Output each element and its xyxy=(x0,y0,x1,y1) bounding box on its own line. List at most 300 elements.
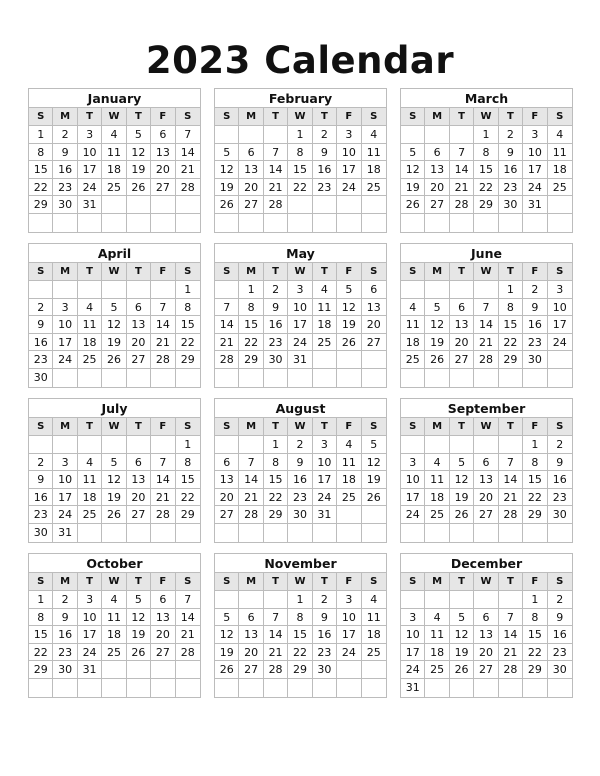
day-cell: 7 xyxy=(151,299,175,316)
day-cell xyxy=(102,281,126,298)
day-cell: 4 xyxy=(370,128,378,141)
weekday-header: T xyxy=(313,263,337,280)
day-cell: 15 xyxy=(29,161,53,178)
month-november xyxy=(214,553,387,698)
day-cell: 10 xyxy=(523,144,547,161)
day-cell: 24 xyxy=(552,335,567,349)
day-cell: 28 xyxy=(151,506,175,523)
weekday-header: S xyxy=(29,573,53,590)
day-cell: 11 xyxy=(366,610,381,624)
day-cell: 15 xyxy=(29,626,53,643)
week-row xyxy=(401,161,572,179)
weekday-header-row xyxy=(29,418,200,436)
week-row xyxy=(215,506,386,524)
weekday-header: S xyxy=(401,108,425,125)
day-cell: 24 xyxy=(401,661,425,678)
day-cell: 8 xyxy=(288,144,312,161)
day-cell: 8 xyxy=(239,299,263,316)
weekday-header: F xyxy=(523,418,547,435)
day-cell: 16 xyxy=(29,489,53,506)
week-row xyxy=(401,644,572,662)
day-cell: 19 xyxy=(127,626,151,643)
day-cell: 13 xyxy=(425,161,449,178)
day-cell xyxy=(401,591,425,608)
weekday-header: T xyxy=(78,263,102,280)
day-cell xyxy=(337,506,361,523)
day-cell: 2 xyxy=(29,454,53,471)
day-cell: 26 xyxy=(401,196,425,213)
day-cell: 25 xyxy=(366,180,381,194)
day-cell: 16 xyxy=(264,316,288,333)
day-cell: 25 xyxy=(78,506,102,523)
week-row xyxy=(29,334,200,352)
day-cell xyxy=(53,679,77,697)
weekday-header: F xyxy=(337,418,361,435)
day-cell: 17 xyxy=(78,161,102,178)
day-cell xyxy=(450,214,474,232)
weekday-header-row xyxy=(401,418,572,436)
day-cell xyxy=(288,369,312,387)
day-cell xyxy=(474,591,498,608)
day-cell: 6 xyxy=(127,454,151,471)
day-cell: 5 xyxy=(215,144,239,161)
day-cell: 6 xyxy=(215,454,239,471)
day-cell: 11 xyxy=(78,316,102,333)
day-cell: 20 xyxy=(425,179,449,196)
day-cell: 24 xyxy=(313,489,337,506)
weekday-header: T xyxy=(313,573,337,590)
day-cell: 2 xyxy=(29,299,53,316)
week-row xyxy=(215,316,386,334)
day-cell: 13 xyxy=(151,609,175,626)
week-row xyxy=(215,609,386,627)
day-cell: 10 xyxy=(401,626,425,643)
day-cell xyxy=(362,369,386,387)
day-cell: 20 xyxy=(127,489,151,506)
week-row xyxy=(29,126,200,144)
week-row xyxy=(401,281,572,299)
day-cell: 14 xyxy=(499,626,523,643)
day-cell: 14 xyxy=(180,145,195,159)
weekday-header: S xyxy=(29,418,53,435)
day-cell: 5 xyxy=(370,438,378,451)
day-cell: 27 xyxy=(127,351,151,368)
day-cell: 14 xyxy=(151,471,175,488)
weekday-header: T xyxy=(450,418,474,435)
day-cell: 22 xyxy=(499,334,523,351)
day-cell: 9 xyxy=(499,144,523,161)
weekday-header: F xyxy=(151,108,175,125)
day-cell xyxy=(425,679,449,697)
day-cell xyxy=(239,591,263,608)
day-cell: 15 xyxy=(239,316,263,333)
weekday-header: W xyxy=(474,573,498,590)
week-row xyxy=(29,144,200,162)
day-cell: 2 xyxy=(556,438,564,451)
day-cell xyxy=(499,436,523,453)
day-cell: 21 xyxy=(499,644,523,661)
week-row xyxy=(401,591,572,609)
day-cell xyxy=(499,679,523,697)
day-cell: 6 xyxy=(239,609,263,626)
day-cell xyxy=(239,679,263,697)
day-cell: 29 xyxy=(29,661,53,678)
month-name: September xyxy=(401,399,572,418)
day-cell: 22 xyxy=(288,644,312,661)
day-cell: 26 xyxy=(450,506,474,523)
day-cell: 10 xyxy=(78,609,102,626)
day-cell: 15 xyxy=(264,471,288,488)
day-cell: 6 xyxy=(151,591,175,608)
day-cell: 19 xyxy=(127,161,151,178)
week-row xyxy=(401,351,572,369)
weekday-header-row xyxy=(215,108,386,126)
day-cell xyxy=(288,524,312,542)
day-cell: 29 xyxy=(523,661,547,678)
day-cell: 1 xyxy=(474,126,498,143)
day-cell: 19 xyxy=(401,179,425,196)
day-cell: 26 xyxy=(337,334,361,351)
week-row xyxy=(29,609,200,627)
week-row xyxy=(215,591,386,609)
day-cell: 19 xyxy=(215,179,239,196)
day-cell xyxy=(401,436,425,453)
day-cell: 14 xyxy=(499,471,523,488)
day-cell: 28 xyxy=(450,196,474,213)
month-april xyxy=(28,243,201,388)
day-cell xyxy=(401,214,425,232)
day-cell: 6 xyxy=(151,126,175,143)
day-cell xyxy=(78,436,102,453)
week-row xyxy=(215,644,386,662)
day-cell xyxy=(127,196,151,213)
day-cell: 31 xyxy=(523,196,547,213)
day-cell xyxy=(499,214,523,232)
day-cell: 28 xyxy=(239,506,263,523)
day-cell xyxy=(264,126,288,143)
weekday-header: T xyxy=(127,108,151,125)
day-cell: 4 xyxy=(370,593,378,606)
day-cell: 22 xyxy=(523,489,547,506)
day-cell: 14 xyxy=(450,161,474,178)
day-cell: 9 xyxy=(556,610,564,624)
day-cell xyxy=(264,214,288,232)
weekday-header: T xyxy=(127,573,151,590)
day-cell xyxy=(102,679,126,697)
weekday-header: T xyxy=(264,573,288,590)
day-cell: 3 xyxy=(78,591,102,608)
day-cell: 2 xyxy=(499,126,523,143)
day-cell: 12 xyxy=(366,455,381,469)
day-cell: 16 xyxy=(523,316,547,333)
weekday-header: S xyxy=(370,576,378,587)
day-cell: 31 xyxy=(78,661,102,678)
weekday-header: T xyxy=(499,263,523,280)
day-cell: 16 xyxy=(552,473,567,487)
day-cell: 30 xyxy=(29,369,53,387)
day-cell: 22 xyxy=(523,644,547,661)
day-cell: 18 xyxy=(401,334,425,351)
day-cell: 2 xyxy=(264,281,288,298)
day-cell xyxy=(53,369,77,387)
weekday-header: T xyxy=(313,418,337,435)
day-cell: 2 xyxy=(53,126,77,143)
day-cell: 4 xyxy=(401,299,425,316)
day-cell: 25 xyxy=(337,489,361,506)
day-cell: 3 xyxy=(401,609,425,626)
weekday-header: T xyxy=(264,108,288,125)
day-cell: 1 xyxy=(288,591,312,608)
day-cell xyxy=(215,524,239,542)
day-cell: 9 xyxy=(53,609,77,626)
weekday-header: T xyxy=(264,263,288,280)
day-cell: 15 xyxy=(180,318,195,332)
day-cell: 9 xyxy=(29,471,53,488)
day-cell: 30 xyxy=(53,661,77,678)
day-cell xyxy=(362,506,386,523)
day-cell: 11 xyxy=(425,626,449,643)
day-cell: 7 xyxy=(264,144,288,161)
day-cell: 8 xyxy=(184,300,192,314)
day-cell: 6 xyxy=(425,144,449,161)
day-cell: 22 xyxy=(288,179,312,196)
day-cell: 20 xyxy=(474,644,498,661)
day-cell: 21 xyxy=(180,628,195,642)
day-cell: 9 xyxy=(556,455,564,469)
weekday-header: M xyxy=(239,418,263,435)
weekday-header: S xyxy=(556,111,564,122)
day-cell: 13 xyxy=(215,471,239,488)
day-cell: 11 xyxy=(425,471,449,488)
day-cell: 21 xyxy=(499,489,523,506)
week-row xyxy=(401,471,572,489)
day-cell: 12 xyxy=(215,161,239,178)
weekday-header: M xyxy=(239,108,263,125)
day-cell xyxy=(176,214,200,232)
week-row xyxy=(215,281,386,299)
day-cell: 26 xyxy=(215,196,239,213)
weekday-header: W xyxy=(288,108,312,125)
day-cell: 22 xyxy=(29,644,53,661)
month-name: February xyxy=(215,89,386,108)
day-cell: 20 xyxy=(215,489,239,506)
day-cell: 17 xyxy=(53,334,77,351)
day-cell: 9 xyxy=(288,454,312,471)
month-name: August xyxy=(215,399,386,418)
day-cell: 19 xyxy=(337,316,361,333)
day-cell: 29 xyxy=(180,353,195,367)
day-cell xyxy=(215,214,239,232)
day-cell xyxy=(78,369,102,387)
week-row xyxy=(29,196,200,214)
day-cell: 15 xyxy=(288,161,312,178)
day-cell: 23 xyxy=(313,644,337,661)
weekday-header-row xyxy=(29,108,200,126)
day-cell: 29 xyxy=(29,196,53,213)
day-cell xyxy=(288,679,312,697)
week-row xyxy=(401,626,572,644)
day-cell: 10 xyxy=(78,144,102,161)
day-cell: 8 xyxy=(499,299,523,316)
day-cell xyxy=(313,369,337,387)
week-row xyxy=(29,454,200,472)
day-cell: 31 xyxy=(401,679,425,697)
day-cell: 26 xyxy=(127,179,151,196)
day-cell: 17 xyxy=(552,318,567,332)
day-cell xyxy=(450,369,474,387)
day-cell: 20 xyxy=(151,626,175,643)
day-cell: 9 xyxy=(264,299,288,316)
week-row xyxy=(401,661,572,679)
day-cell: 19 xyxy=(215,644,239,661)
day-cell: 23 xyxy=(264,334,288,351)
day-cell: 24 xyxy=(78,179,102,196)
day-cell: 28 xyxy=(264,196,288,213)
day-cell: 18 xyxy=(78,489,102,506)
day-cell: 30 xyxy=(288,506,312,523)
weekday-header: M xyxy=(53,108,77,125)
day-cell: 24 xyxy=(337,179,361,196)
week-row xyxy=(29,179,200,197)
day-cell xyxy=(548,351,572,368)
month-january xyxy=(28,88,201,233)
day-cell: 27 xyxy=(151,179,175,196)
week-row xyxy=(401,196,572,214)
day-cell: 28 xyxy=(264,661,288,678)
day-cell xyxy=(337,679,361,697)
day-cell xyxy=(523,524,547,542)
day-cell: 5 xyxy=(127,591,151,608)
weekday-header: W xyxy=(288,418,312,435)
day-cell: 27 xyxy=(127,506,151,523)
day-cell: 12 xyxy=(401,161,425,178)
day-cell xyxy=(102,214,126,232)
day-cell xyxy=(548,214,572,232)
day-cell: 29 xyxy=(264,506,288,523)
day-cell: 29 xyxy=(523,506,547,523)
day-cell: 13 xyxy=(151,144,175,161)
week-row xyxy=(29,524,200,542)
day-cell: 21 xyxy=(215,334,239,351)
weekday-header: M xyxy=(239,263,263,280)
weekday-header: S xyxy=(29,108,53,125)
day-cell xyxy=(450,679,474,697)
day-cell: 5 xyxy=(425,299,449,316)
day-cell: 6 xyxy=(474,454,498,471)
day-cell xyxy=(239,436,263,453)
day-cell xyxy=(401,524,425,542)
day-cell: 24 xyxy=(401,506,425,523)
weekday-header: S xyxy=(215,263,239,280)
week-row xyxy=(29,591,200,609)
day-cell xyxy=(102,661,126,678)
month-october xyxy=(28,553,201,698)
day-cell xyxy=(215,679,239,697)
day-cell: 14 xyxy=(239,471,263,488)
weekday-header: W xyxy=(474,108,498,125)
week-row xyxy=(401,144,572,162)
day-cell xyxy=(499,369,523,387)
day-cell: 23 xyxy=(552,490,567,504)
day-cell xyxy=(450,126,474,143)
day-cell xyxy=(474,436,498,453)
day-cell: 25 xyxy=(78,351,102,368)
day-cell xyxy=(425,591,449,608)
day-cell: 23 xyxy=(53,179,77,196)
day-cell: 25 xyxy=(425,661,449,678)
day-cell: 24 xyxy=(53,506,77,523)
day-cell xyxy=(474,214,498,232)
week-row xyxy=(401,214,572,232)
day-cell: 14 xyxy=(264,626,288,643)
day-cell: 4 xyxy=(425,454,449,471)
day-cell xyxy=(151,679,175,697)
weekday-header: T xyxy=(78,418,102,435)
day-cell: 18 xyxy=(425,644,449,661)
day-cell xyxy=(78,214,102,232)
day-cell: 2 xyxy=(313,591,337,608)
day-cell: 21 xyxy=(264,644,288,661)
weekday-header: M xyxy=(53,263,77,280)
week-row xyxy=(215,179,386,197)
day-cell: 7 xyxy=(239,454,263,471)
week-row xyxy=(401,334,572,352)
day-cell: 19 xyxy=(450,644,474,661)
day-cell: 5 xyxy=(401,144,425,161)
day-cell: 23 xyxy=(552,645,567,659)
weekday-header: T xyxy=(499,573,523,590)
day-cell: 3 xyxy=(556,283,564,296)
day-cell: 16 xyxy=(313,161,337,178)
day-cell xyxy=(450,524,474,542)
weekday-header-row xyxy=(215,573,386,591)
day-cell xyxy=(29,679,53,697)
day-cell: 27 xyxy=(474,506,498,523)
day-cell xyxy=(151,524,175,542)
day-cell: 5 xyxy=(450,454,474,471)
day-cell: 9 xyxy=(53,144,77,161)
weekday-header: T xyxy=(499,108,523,125)
weekday-header: F xyxy=(523,263,547,280)
weekday-header: S xyxy=(556,576,564,587)
day-cell: 26 xyxy=(366,490,381,504)
week-row xyxy=(401,299,572,317)
day-cell xyxy=(176,679,200,697)
day-cell: 18 xyxy=(102,626,126,643)
month-may xyxy=(214,243,387,388)
weekday-header-row xyxy=(215,263,386,281)
day-cell xyxy=(78,281,102,298)
day-cell: 3 xyxy=(337,126,361,143)
day-cell: 15 xyxy=(180,473,195,487)
day-cell: 13 xyxy=(450,316,474,333)
day-cell: 21 xyxy=(450,179,474,196)
weekday-header: W xyxy=(102,573,126,590)
day-cell: 15 xyxy=(288,626,312,643)
day-cell: 25 xyxy=(102,644,126,661)
day-cell: 19 xyxy=(425,334,449,351)
day-cell: 7 xyxy=(215,299,239,316)
day-cell: 19 xyxy=(102,334,126,351)
day-cell: 1 xyxy=(29,591,53,608)
day-cell: 10 xyxy=(337,144,361,161)
week-row xyxy=(29,214,200,232)
weekday-header: T xyxy=(127,418,151,435)
day-cell: 14 xyxy=(215,316,239,333)
weekday-header: S xyxy=(370,421,378,432)
weekday-header: F xyxy=(337,108,361,125)
day-cell xyxy=(239,524,263,542)
